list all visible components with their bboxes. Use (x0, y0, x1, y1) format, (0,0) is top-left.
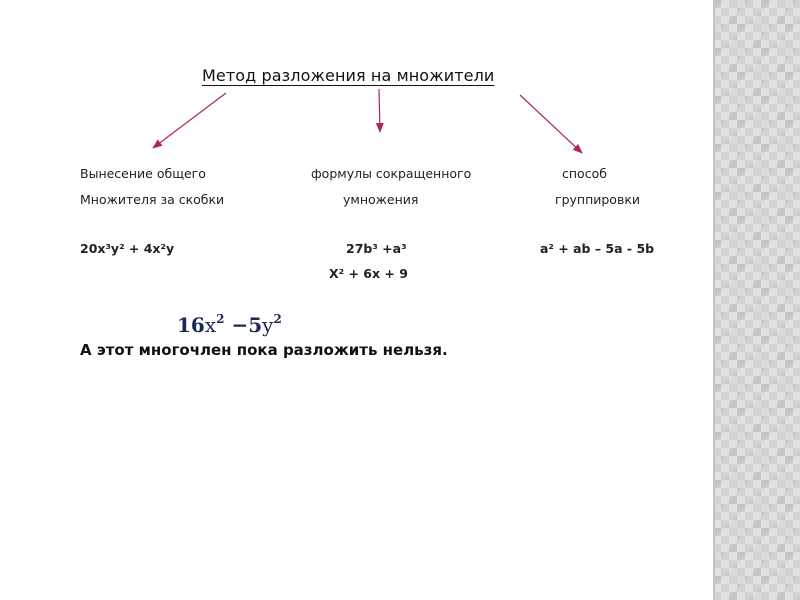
method-formulas-line1: формулы сокращенного (311, 166, 472, 181)
slide-title: Метод разложения на множители (202, 66, 495, 85)
side-pattern-edge (713, 0, 715, 600)
decorative-side-pattern (713, 0, 800, 600)
expression-var1: x (204, 313, 217, 337)
expression-coef1: 16 (177, 313, 205, 337)
conclusion-note: А этот многочлен пока разложить нельзя. (80, 341, 448, 359)
method-grouping-line1: способ (562, 166, 607, 181)
method-formulas-example2: X² + 6x + 9 (329, 266, 408, 281)
arrow-center (379, 89, 380, 132)
expression-operator: − (231, 313, 249, 337)
expression-exp2: 2 (273, 312, 282, 326)
expression-exp1: 2 (216, 312, 225, 326)
expression-var2: y (262, 313, 274, 337)
expression-coef2: 5 (248, 313, 263, 337)
method-grouping-example: a² + ab – 5a - 5b (540, 241, 655, 256)
method-formulas-line2: умножения (343, 192, 419, 207)
method-grouping-line2: группировки (555, 192, 640, 207)
method-formulas-example1: 27b³ +a³ (346, 241, 407, 256)
arrow-left (153, 93, 226, 148)
arrow-right (520, 95, 582, 153)
method-common-factor-line1: Вынесение общего (80, 166, 206, 181)
unfactorable-expression (177, 312, 282, 337)
method-common-factor-example: 20x³y² + 4x²y (80, 241, 175, 256)
method-common-factor-line2: Множителя за скобки (80, 192, 225, 207)
